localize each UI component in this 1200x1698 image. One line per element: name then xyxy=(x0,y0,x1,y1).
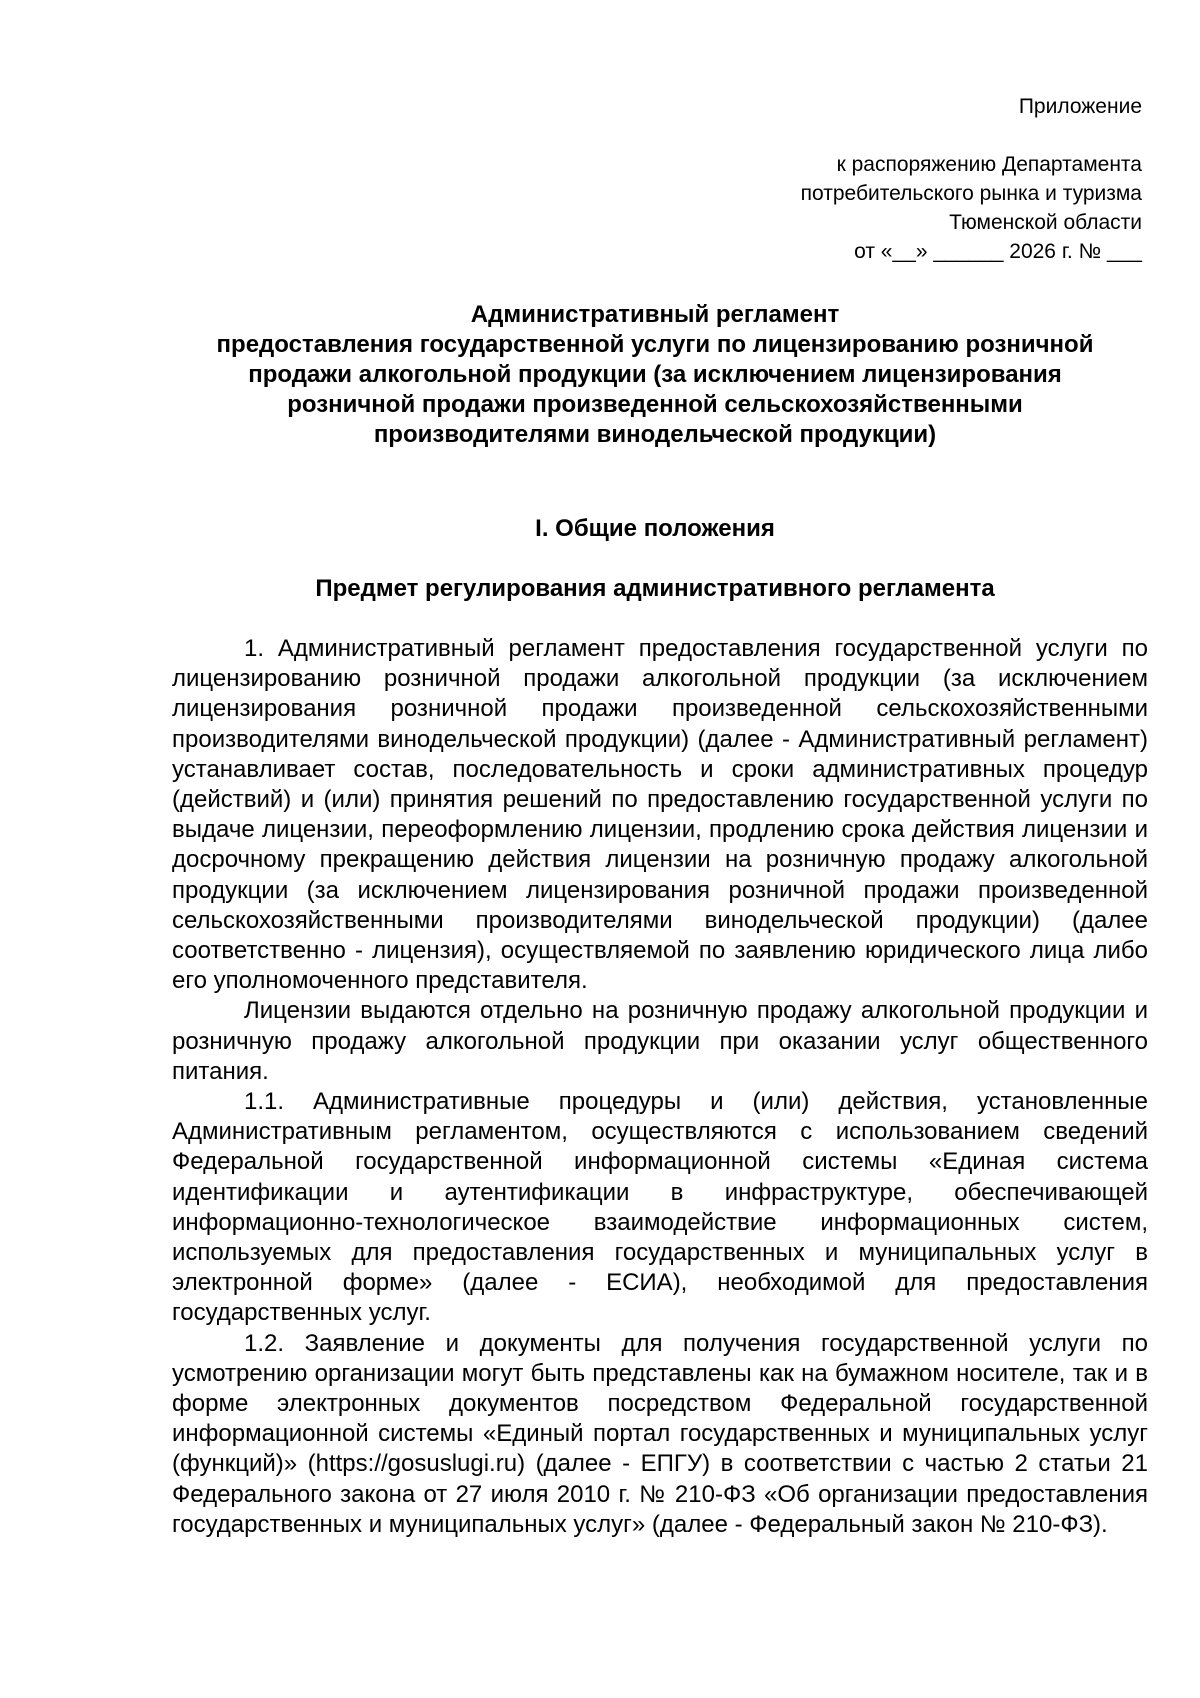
title-line-4: розничной продажи произведенной сельскохозяйственными xyxy=(287,391,1023,418)
paragraph-1-2: 1.2. Заявление и документы для получения государственной услуги по усмотрению организации могут быть представлены как на бумажном носителе, так и в форме электронных документов посредством Федеральной государственной информационной системы «Единый портал государственных и муниципальных услуг (функций)» (https://gosuslugi.ru) (далее - ЕПГУ) в соответствии с частью 2 статьи 21 Федерального закона от 27 июля 2010 г. № 210-ФЗ «Об организации предоставления государственных и муниципальных услуг» (далее - Федеральный закон № 210-ФЗ). xyxy=(172,1329,1148,1538)
document-title xyxy=(165,300,1145,450)
paragraph-1-1: 1.1. Административные процедуры и (или) действия, установленные Административным регламентом, осуществляются с использованием сведений Федеральной государственной информационной системы «Единая система идентификации и аутентификации в инфраструктуре, обеспечивающей информационно-технологическое взаимодействие информационных систем, используемых для предоставления государственных и муниципальных услуг в электронной форме» (далее - ЕСИА), необходимой для предоставления государственных услуг. xyxy=(172,1088,1148,1327)
title-line-1: Административный регламент xyxy=(470,301,840,328)
order-date-line: от «__» ______ 2026 г. № ___ xyxy=(854,240,1142,263)
paragraph-2: Лицензии выдаются отдельно на розничную продажу алкогольной продукции и розничную продажу алкогольной продукции при оказании услуг общественного питания. xyxy=(172,997,1148,1085)
appendix-label: Приложение xyxy=(1018,95,1142,118)
order-reference-line-2: потребительского рынка и туризма xyxy=(800,182,1142,205)
title-line-5: производителями винодельческой продукции) xyxy=(373,421,937,448)
title-line-3: продажи алкогольной продукции (за исключением лицензирования xyxy=(248,361,1062,388)
section-heading: I. Общие положения xyxy=(535,515,775,542)
subsection-heading: Предмет регулирования административного регламента xyxy=(315,575,995,602)
order-reference-line-3: Тюменской области xyxy=(949,211,1142,234)
title-line-2: предоставления государственной услуги по лицензированию розничной xyxy=(216,331,1094,358)
appendix-block xyxy=(642,92,1142,266)
document-body xyxy=(172,634,1148,1540)
order-reference-line-1: к распоряжению Департамента xyxy=(836,153,1142,176)
paragraph-1: 1. Административный регламент предоставления государственной услуги по лицензированию розничной продажи алкогольной продукции (за исключением лицензирования розничной продажи произведенной сельскохозяйственными производителями винодельческой продукции) (далее - Административный регламент) устанавливает состав, последовательность и сроки административных процедур (действий) и (или) принятия решений по предоставлению государственной услуги по выдаче лицензии, переоформлению лицензии, продлению срока действия лицензии и досрочному прекращению действия лицензии на розничную продажу алкогольной продукции (за исключением лицензирования розничной продажи произведенной сельскохозяйственными производителями винодельческой продукции) (далее соответственно - лицензия), осуществляемой по заявлению юридического лица либо его уполномоченного представителя. xyxy=(172,635,1148,995)
